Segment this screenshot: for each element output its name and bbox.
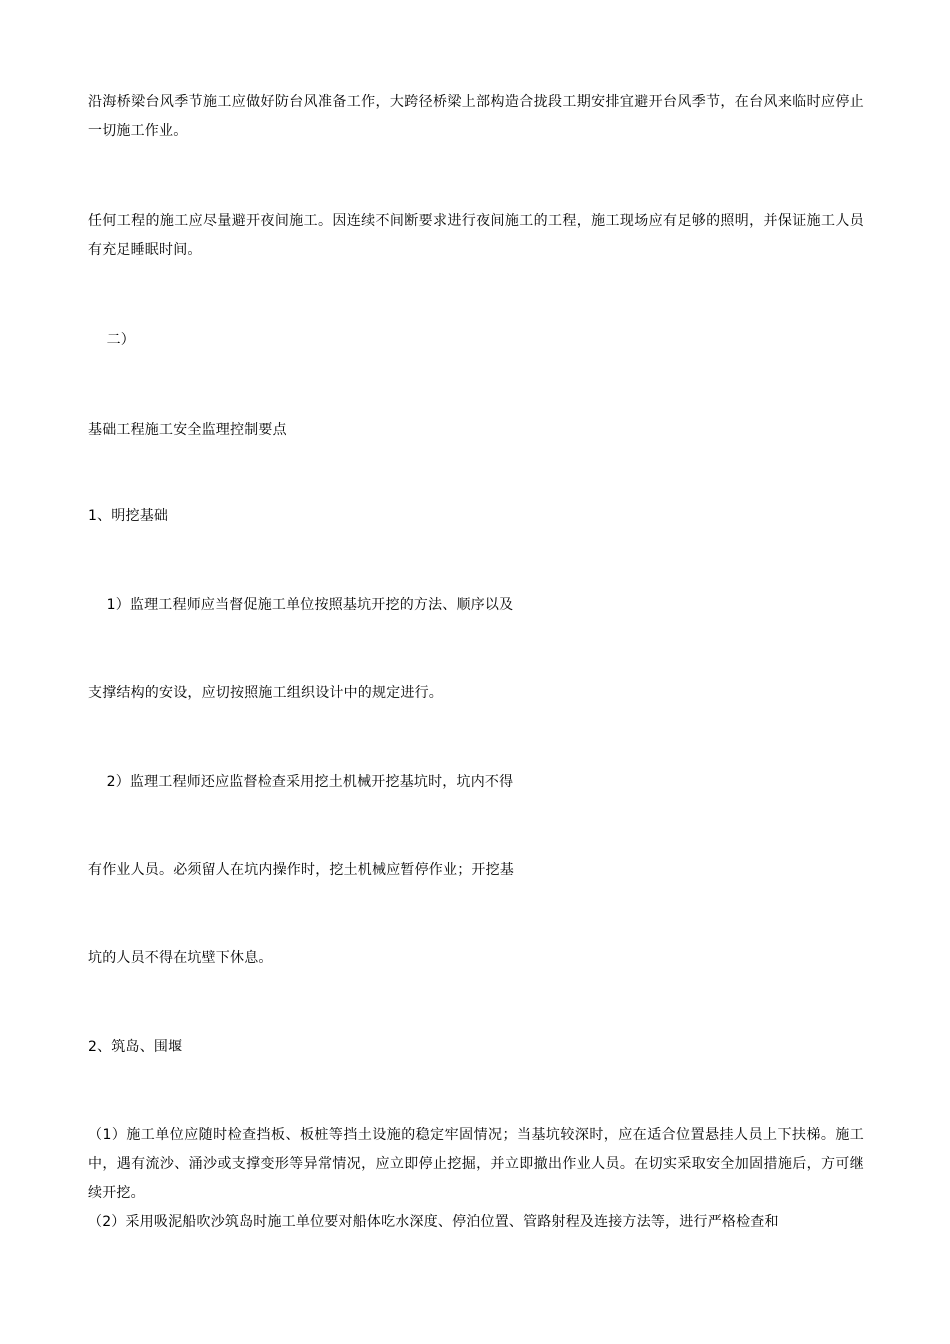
paragraph-retaining-check: （1）施工单位应随时检查挡板、板桩等挡土设施的稳定牢固情况；当基坑较深时，应在适合位置悬挂人员上下扶梯。施工中，遇有流沙、涌沙或支撑变形等异常情况，应立即停止挖掘，并立即撤出作业人员。在切实采取安全加固措施后，方可继续开挖。: [88, 1127, 864, 1201]
paragraph-dredger-fill: （2）采用吸泥船吹沙筑岛时施工单位要对船体吃水深度、停泊位置、管路射程及连接方法等，进行严格检查和: [88, 1214, 779, 1230]
item-2-line-2: 有作业人员。必须留人在坑内操作时，挖土机械应暂停作业；开挖基: [88, 862, 514, 878]
item-2-line-3: 坑的人员不得在坑壁下休息。: [88, 950, 273, 966]
subheading-open-excavation: 1、明挖基础: [88, 508, 169, 524]
item-2-line-1: 2）监理工程师还应监督检查采用挖土机械开挖基坑时，坑内不得: [88, 774, 514, 790]
subheading-island-cofferdam: 2、筑岛、围堰: [88, 1039, 183, 1055]
paragraph-typhoon-season: 沿海桥梁台风季节施工应做好防台风准备工作，大跨径桥梁上部构造合拢段工期安排宜避开台风季节，在台风来临时应停止一切施工作业。: [88, 94, 864, 139]
item-1-line-1: 1）监理工程师应当督促施工单位按照基坑开挖的方法、顺序以及: [88, 597, 514, 613]
paragraph-night-construction: 任何工程的施工应尽量避开夜间施工。因连续不间断要求进行夜间施工的工程，施工现场应有足够的照明，并保证施工人员有充足睡眠时间。: [88, 213, 864, 258]
item-1-line-2: 支撑结构的安设，应切按照施工组织设计中的规定进行。: [88, 685, 443, 701]
section-number: 二）: [88, 332, 136, 348]
section-heading: 基础工程施工安全监理控制要点: [88, 422, 287, 438]
